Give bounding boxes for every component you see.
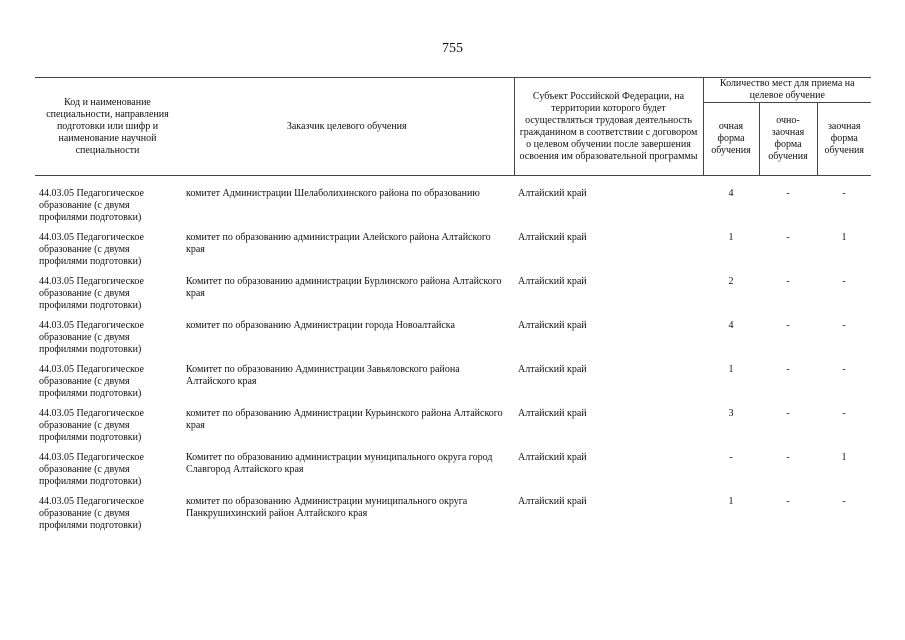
cell-part-time: - [786,276,790,287]
cell-part-time: - [786,188,790,199]
cell-full-time: 1 [728,364,734,375]
cell-extramural: 1 [841,232,847,243]
cell-part-time: - [786,364,790,375]
cell-part-time: - [786,496,790,507]
header-customer: Заказчик целевого обучения [180,78,514,176]
cell-customer: комитет по образованию Администрации города Новоалтайска [186,320,455,331]
cell-part-time: - [786,232,790,243]
table-body [35,176,871,541]
cell-code: 44.03.05 Педагогическое образование (с двумя профилями подготовки) [39,188,144,223]
cell-part-time: - [786,320,790,331]
table-row [35,276,871,320]
cell-customer: Комитет по образованию администрации Бурлинского района Алтайского края [186,276,502,299]
cell-extramural: 1 [841,452,847,463]
cell-customer: комитет по образованию Администрации муниципального округа Панкрушихинский район Алтайского края [186,496,468,519]
cell-code: 44.03.05 Педагогическое образование (с двумя профилями подготовки) [39,408,144,443]
table-row [35,452,871,496]
cell-region: Алтайский край [518,364,587,375]
table-row [35,408,871,452]
cell-customer: комитет по образованию Администрации Курьинского района Алтайского края [186,408,503,431]
cell-code: 44.03.05 Педагогическое образование (с двумя профилями подготовки) [39,276,144,311]
table-row [35,176,871,233]
cell-region: Алтайский край [518,276,587,287]
cell-region: Алтайский край [518,452,587,463]
table-row [35,232,871,276]
cell-extramural: - [842,364,846,375]
cell-part-time: - [786,408,790,419]
cell-region: Алтайский край [518,320,587,331]
cell-full-time: 1 [728,232,734,243]
page-number: 755 [442,41,463,56]
cell-extramural: - [842,496,846,507]
header-code: Код и наименование специальности, направления подготовки или шифр и наименование научной специальности [35,78,180,176]
cell-code: 44.03.05 Педагогическое образование (с двумя профилями подготовки) [39,496,144,531]
cell-extramural: - [842,320,846,331]
cell-customer: комитет Администрации Шелаболихинского района по образованию [186,188,480,199]
cell-extramural: - [842,276,846,287]
table-header [35,78,871,176]
cell-region: Алтайский край [518,232,587,243]
cell-extramural: - [842,188,846,199]
cell-code: 44.03.05 Педагогическое образование (с двумя профилями подготовки) [39,452,144,487]
cell-code: 44.03.05 Педагогическое образование (с двумя профилями подготовки) [39,364,144,399]
table-row [35,364,871,408]
header-part-time: очно-заочная форма обучения [759,103,817,176]
header-full-time: очная форма обучения [703,103,759,176]
cell-full-time: - [729,452,733,463]
cell-full-time: 4 [728,320,734,331]
cell-part-time: - [786,452,790,463]
cell-region: Алтайский край [518,188,587,199]
header-region: Субъект Российской Федерации, на территории которого будет осуществляться трудовая деятельность гражданином в соответствии с договором о целевом обучении после завершения освоения им образовательной программы [514,78,703,176]
header-extramural: заочная форма обучения [817,103,871,176]
admission-table [35,77,871,540]
cell-region: Алтайский край [518,496,587,507]
cell-region: Алтайский край [518,408,587,419]
header-quantity: Количество мест для приема на целевое обучение [703,78,871,103]
cell-full-time: 3 [728,408,734,419]
cell-customer: Комитет по образованию Администрации Завьяловского района Алтайского края [186,364,460,387]
cell-full-time: 1 [728,496,734,507]
cell-full-time: 4 [728,188,734,199]
cell-code: 44.03.05 Педагогическое образование (с двумя профилями подготовки) [39,320,144,355]
table-row [35,320,871,364]
cell-full-time: 2 [728,276,734,287]
cell-customer: комитет по образованию администрации Алейского района Алтайского края [186,232,491,255]
cell-extramural: - [842,408,846,419]
table-row [35,496,871,540]
cell-code: 44.03.05 Педагогическое образование (с двумя профилями подготовки) [39,232,144,267]
cell-customer: Комитет по образованию администрации муниципального округа город Славгород Алтайского края [186,452,493,475]
